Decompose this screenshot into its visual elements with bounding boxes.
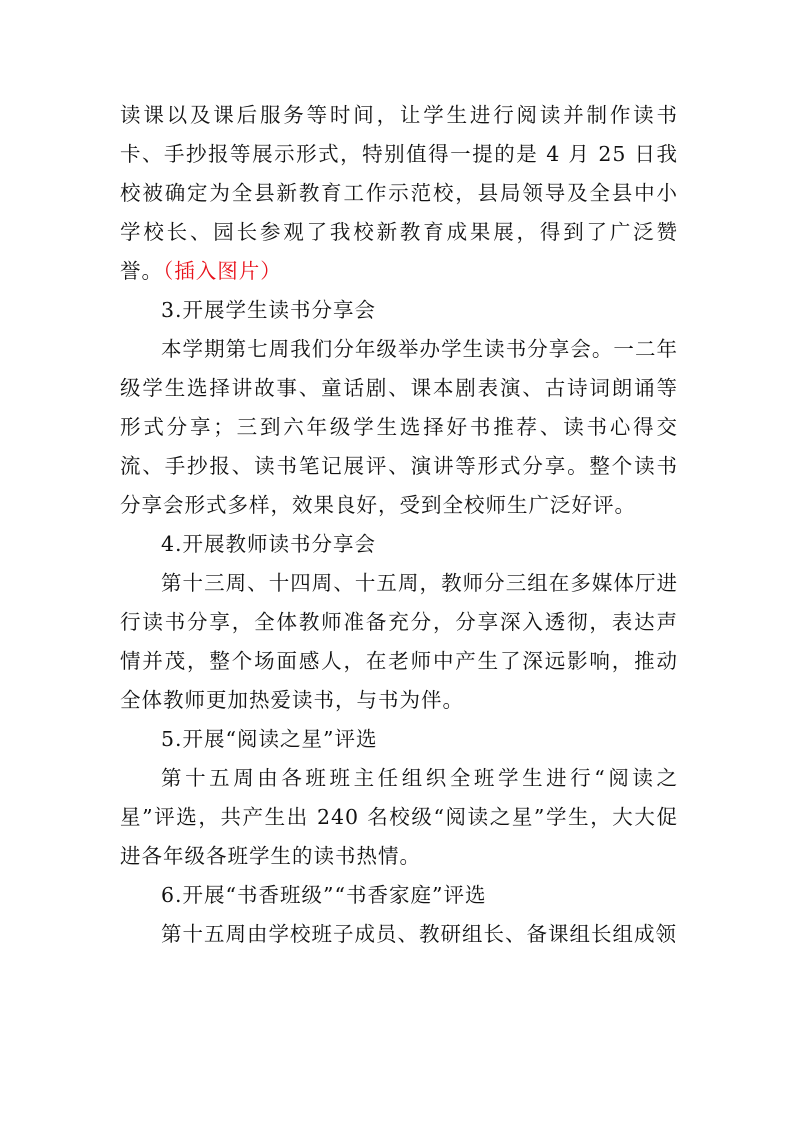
section-heading-reading-star: 5.开展“阅读之星”评选 [161,727,378,751]
section-heading-student-sharing: 3.开展学生读书分享会 [161,298,377,322]
body-paragraph-reading-star: 第十五周由各班班主任组织全班学生进行“阅读之星”评选，共产生出 240 名校级“阅读之星”学生，大大促进各年级各班学生的读书热情。 [120,766,678,868]
body-paragraph-continued [120,96,678,291]
paragraph-text: 读课以及课后服务等时间，让学生进行阅读并制作读书卡、手抄报等展示形式，特别值得一提的是 4 月 25 日我校被确定为全县新教育工作示范校，县局领导及全县中小学校长、园长参观了我校新教育成果展，得到了广泛赞誉。 [120,103,678,283]
body-paragraph-scholarly-class: 第十五周由学校班子成员、教研组长、备课组长组成领 [161,922,677,946]
document-page [120,96,678,954]
section-heading-scholarly-class: 6.开展“书香班级”“书香家庭”评选 [161,883,487,907]
body-paragraph-teacher-sharing: 第十三周、十四周、十五周，教师分三组在多媒体厅进行读书分享，全体教师准备充分，分享深入透彻，表达声情并茂，整个场面感人，在老师中产生了深远影响，推动全体教师更加热爱读书，与书为伴。 [120,571,678,712]
insert-image-note: （插入图片） [163,259,282,283]
section-heading-teacher-sharing: 4.开展教师读书分享会 [161,532,377,556]
body-paragraph-student-sharing: 本学期第七周我们分年级举办学生读书分享会。一二年级学生选择讲故事、童话剧、课本剧表演、古诗词朗诵等形式分享；三到六年级学生选择好书推荐、读书心得交流、手抄报、读书笔记展评、演讲等形式分享。整个读书分享会形式多样，效果良好，受到全校师生广泛好评。 [120,337,678,517]
